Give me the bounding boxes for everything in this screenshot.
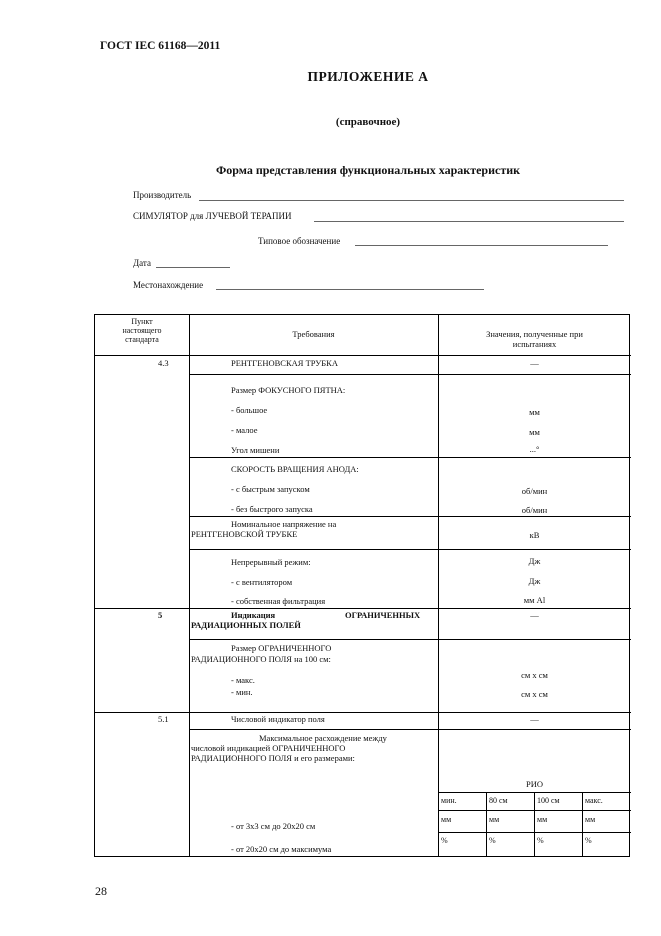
header-requirements: Требования: [292, 329, 335, 339]
focal-large-label: - большое: [231, 405, 268, 415]
row-divider: [189, 516, 631, 517]
field-indication-line-2: РАДИАЦИОННЫХ ПОЛЕЙ: [191, 620, 301, 630]
continuous-mode-label: Непрерывный режим:: [231, 557, 311, 567]
field-indication-word-2: ОГРАНИЧЕННЫХ: [345, 610, 421, 620]
row-divider: [189, 549, 631, 550]
range-1-unit-80: мм: [489, 815, 500, 824]
header-values-line-2: испытаниях: [512, 339, 557, 349]
location-field[interactable]: [216, 289, 484, 290]
focal-spot-title: Размер ФОКУСНОГО ПЯТНА:: [231, 385, 346, 395]
date-field[interactable]: [156, 267, 230, 268]
subheader-100cm: 100 см: [537, 796, 560, 805]
header-clause-line-2: настоящего: [122, 326, 162, 335]
row-divider: [189, 639, 631, 640]
row-divider: [438, 792, 631, 793]
header-clause-line-1: Пункт: [131, 317, 153, 326]
anode-slow-label: - без быстрого запуска: [231, 504, 313, 514]
field-size-line-2: РАДИАЦИОННОГО ПОЛЯ на 100 см:: [191, 654, 331, 664]
clause-4-3: 4.3: [158, 358, 169, 368]
col-divider: [486, 792, 487, 856]
range-2-unit-80: %: [489, 836, 496, 845]
anode-slow-unit: об/мин: [521, 505, 548, 515]
anode-speed-title: СКОРОСТЬ ВРАЩЕНИЯ АНОДА:: [231, 464, 359, 474]
row-divider: [95, 355, 631, 356]
row-divider: [189, 374, 631, 375]
field-max-label: - макс.: [231, 675, 255, 685]
simulator-field[interactable]: [314, 221, 624, 222]
deviation-line-2: числовой индикацией ОГРАНИЧЕННОГО: [191, 743, 346, 753]
range-1-unit-min: мм: [441, 815, 452, 824]
appendix-title: ПРИЛОЖЕНИЕ А: [307, 69, 429, 84]
col-divider: [534, 792, 535, 856]
deviation-line-3: РАДИАЦИОННОГО ПОЛЯ и его размерами:: [191, 753, 355, 763]
fan-unit: Дж: [528, 576, 541, 586]
field-indication-word-1: Индикация: [231, 610, 276, 620]
col-divider: [189, 315, 190, 856]
row-divider: [189, 457, 631, 458]
filtration-unit: мм Al: [523, 595, 546, 605]
row-divider: [95, 712, 631, 713]
document-code: ГОСТ IEC 61168—2011: [100, 40, 221, 52]
manufacturer-label: Производитель: [133, 190, 192, 200]
simulator-label: СИМУЛЯТОР для ЛУЧЕВОЙ ТЕРАПИИ: [133, 211, 292, 221]
range-2-label: - от 20х20 см до максимума: [231, 844, 332, 854]
numeric-indicator-value: —: [530, 714, 539, 724]
row-divider: [189, 729, 631, 730]
range-1-label: - от 3х3 см до 20х20 см: [231, 821, 316, 831]
field-min-unit: см х см: [521, 689, 548, 699]
manufacturer-field[interactable]: [199, 200, 624, 201]
field-max-unit: см х см: [521, 670, 548, 680]
continuous-mode-unit: Дж: [528, 556, 541, 566]
xray-tube-value: —: [530, 358, 539, 368]
range-2-unit-max: %: [585, 836, 592, 845]
row-divider: [95, 608, 631, 609]
anode-fast-label: - с быстрым запуском: [231, 484, 310, 494]
numeric-indicator-label: Числовой индикатор поля: [231, 714, 325, 724]
clause-5-1: 5.1: [158, 714, 169, 724]
focal-large-unit: мм: [529, 407, 540, 417]
subheader-max: макс.: [585, 796, 603, 805]
form-title: Форма представления функциональных характеристик: [215, 163, 521, 177]
fan-label: - с вентилятором: [231, 577, 293, 587]
location-label: Местонахождение: [133, 280, 204, 290]
type-field[interactable]: [355, 245, 608, 246]
voltage-unit: кВ: [529, 530, 540, 540]
field-indication-value: —: [530, 610, 539, 620]
type-label: Типовое обозначение: [258, 236, 341, 246]
rio-label: РИО: [525, 779, 543, 789]
target-angle-unit: ...°: [529, 444, 540, 454]
subheader-min: мин.: [441, 796, 457, 805]
subheader-80cm: 80 см: [489, 796, 508, 805]
range-2-unit-min: %: [441, 836, 448, 845]
results-table: [94, 314, 630, 857]
row-divider: [438, 810, 631, 811]
focal-small-unit: мм: [529, 427, 540, 437]
deviation-line-1: Максимальное расхождение между: [259, 733, 387, 743]
range-1-unit-100: мм: [537, 815, 548, 824]
focal-small-label: - малое: [231, 425, 258, 435]
filtration-label: - собственная фильтрация: [231, 596, 326, 606]
voltage-label-line-2: РЕНТГЕНОВСКОЙ ТРУБКЕ: [191, 529, 298, 539]
target-angle-label: Угол мишени: [231, 445, 280, 455]
header-clause-line-3: стандарта: [125, 335, 159, 344]
date-label: Дата: [133, 258, 151, 268]
clause-5: 5: [158, 610, 163, 620]
range-1-unit-max: мм: [585, 815, 596, 824]
header-values-line-1: Значения, полученные при: [486, 329, 583, 339]
col-divider: [582, 792, 583, 856]
range-2-unit-100: %: [537, 836, 544, 845]
voltage-label-line-1: Номинальное напряжение на: [231, 519, 337, 529]
appendix-note: (справочное): [335, 116, 401, 128]
row-divider: [438, 832, 631, 833]
field-size-line-1: Размер ОГРАНИЧЕННОГО: [231, 643, 332, 653]
anode-fast-unit: об/мин: [521, 486, 548, 496]
page-number: 28: [95, 884, 107, 898]
field-min-label: - мин.: [231, 687, 253, 697]
xray-tube-label: РЕНТГЕНОВСКАЯ ТРУБКА: [231, 358, 338, 368]
